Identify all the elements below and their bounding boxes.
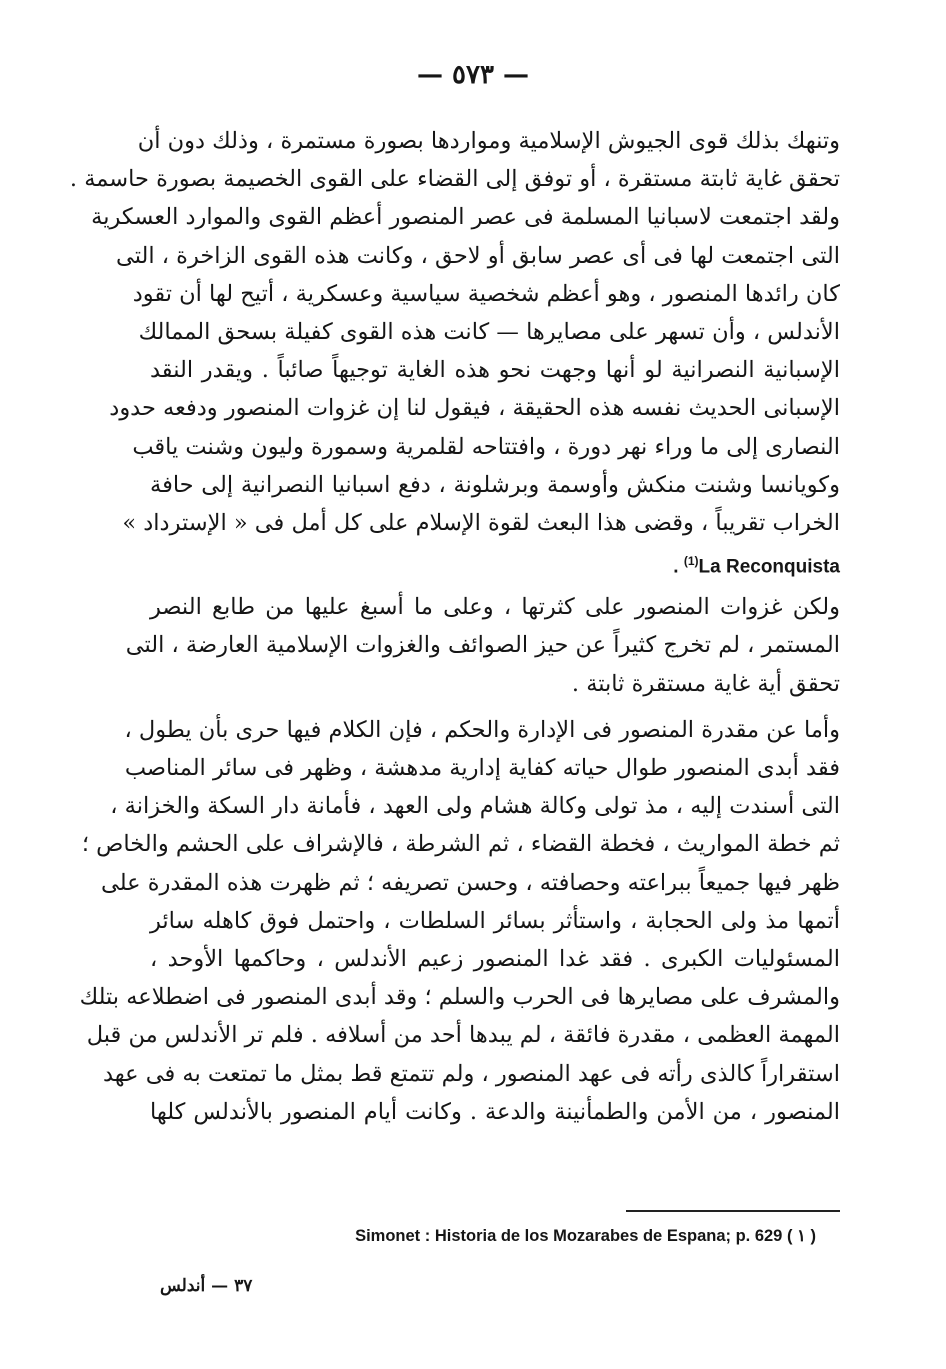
body-text [69,122,840,1131]
paragraph [69,122,840,198]
paragraph [125,588,840,703]
text-line: ولقد اجتمعت لاسبانيا المسلمة فى عصر المنصور أعظم القوى والموارد العسكرية [91,204,840,231]
text-line: كان رائدها المنصور ، وهو أعظم شخصية سياسية وعسكرية ، أتيح لها أن تقود [132,280,840,307]
text-line: النصارى إلى ما وراء نهر دورة ، وافتتاحه لقلمرية وسمورة وليون وشنت ياقب [132,433,840,460]
text-line: ظهر فيها جميعاً ببراعته وحصافته ، وحسن تصريفه ؛ ثم ظهرت هذه المقدرة على [100,869,840,896]
page-number: — ٥٧٣ — [416,60,530,90]
text-line: تحقق أية غاية مستقرة ثابتة . [571,670,840,697]
text-line: تحقق غاية ثابتة مستقرة ، أو توفق إلى القضاء على القوى الخصيمة بصورة حاسمة . [69,166,840,193]
footnote-divider [626,1210,840,1212]
text-line: وكويانسا وشنت منكش وأوسمة وبرشلونة ، دفع اسبانيا النصرانية إلى حافة [150,471,840,498]
text-line: وأما عن مقدرة المنصور فى الإدارة والحكم ، فإن الكلام فيها حرى بأن يطول ، [124,716,840,743]
text-line: المستمر ، لم تخرج كثيراً عن حيز الصوائف والغزوات الإسلامية العارضة ، التى [125,632,840,659]
text-line: ثم خطة المواريث ، فخطة القضاء ، ثم الشرطة ، فالإشراف على الحشم والخاص ؛ [81,831,840,858]
text-line: والمشرف على مصايرها فى الحرب والسلم ؛ وقد أبدى المنصور فى اضطلاعه بتلك [79,984,840,1011]
text-line: وتنهك بذلك قوى الجيوش الإسلامية ومواردها بصورة مستمرة ، وذلك دون أن [137,128,840,154]
text-line: الخراب تقريباً ، وقضى هذا البعث لقوة الإسلام على كل أمل فى « الإسترداد » [122,509,840,536]
text-line: المهمة العظمى ، مقدرة فائقة ، لم يبدها أحد من أسلافه . فلم تر الأندلس من قبل [86,1022,840,1049]
text-line: التى أسندت إليه ، مذ تولى وكالة هشام ولى العهد ، فأمانة دار السكة والخزانة ، [110,793,840,820]
latin-tail: . [673,556,684,578]
text-line: الإسبانية النصرانية لو أنها وجهت نحو هذه الغاية توجيهاً صائباً . ويقدر النقد [150,357,840,384]
text-line: المنصور ، من الأمن والطمأنينة والدعة . وكانت أيام المنصور بالأندلس كلها [150,1098,840,1125]
paragraph [79,711,840,1131]
text-line: التى اجتمعت لها فى أى عصر سابق أو لاحق ، وكانت هذه القوى الزاخرة ، التى [115,242,840,269]
printer-signature: ٣٧ — أندلس [160,1276,253,1296]
text-line: المسئوليات الكبرى . فقد غدا المنصور زعيم الأندلس ، وحاكمها الأوحد ، [150,945,840,972]
paragraph [91,198,840,580]
text-line: أتمها مذ ولى الحجابة ، واستأثر بسائر السلطات ، واحتمل فوق كاهله سائر [150,907,840,934]
text-line: استقراراً كالذى رأته فى عهد المنصور ، ولم تتمتع قط بمثل ما تمتعت به فى عهد [103,1060,840,1087]
text-line: ولكن غزوات المنصور على كثرتها ، وعلى ما أسبغ عليها من طابع النصر [150,594,840,621]
latin-term-line [150,542,840,580]
text-line: الأندلس ، وأن تسهر على مصايرها — كانت هذه القوى كفيلة بسحق الممالك [138,318,840,345]
latin-term: La Reconquista [698,556,840,578]
text-line: فقد أبدى المنصور طوال حياته كفاية إدارية مدهشة ، وظهر فى سائر المناصب [124,755,840,781]
footnote: Simonet : Historia de los Mozarabes de Espana; p. 629 ( ١ ) [355,1227,816,1245]
text-line: الإسبانى الحديث نفسه هذه الحقيقة ، فيقول لنا إن غزوات المنصور ودفعه حدود [109,395,840,422]
footnote-ref: (1) [683,554,699,569]
